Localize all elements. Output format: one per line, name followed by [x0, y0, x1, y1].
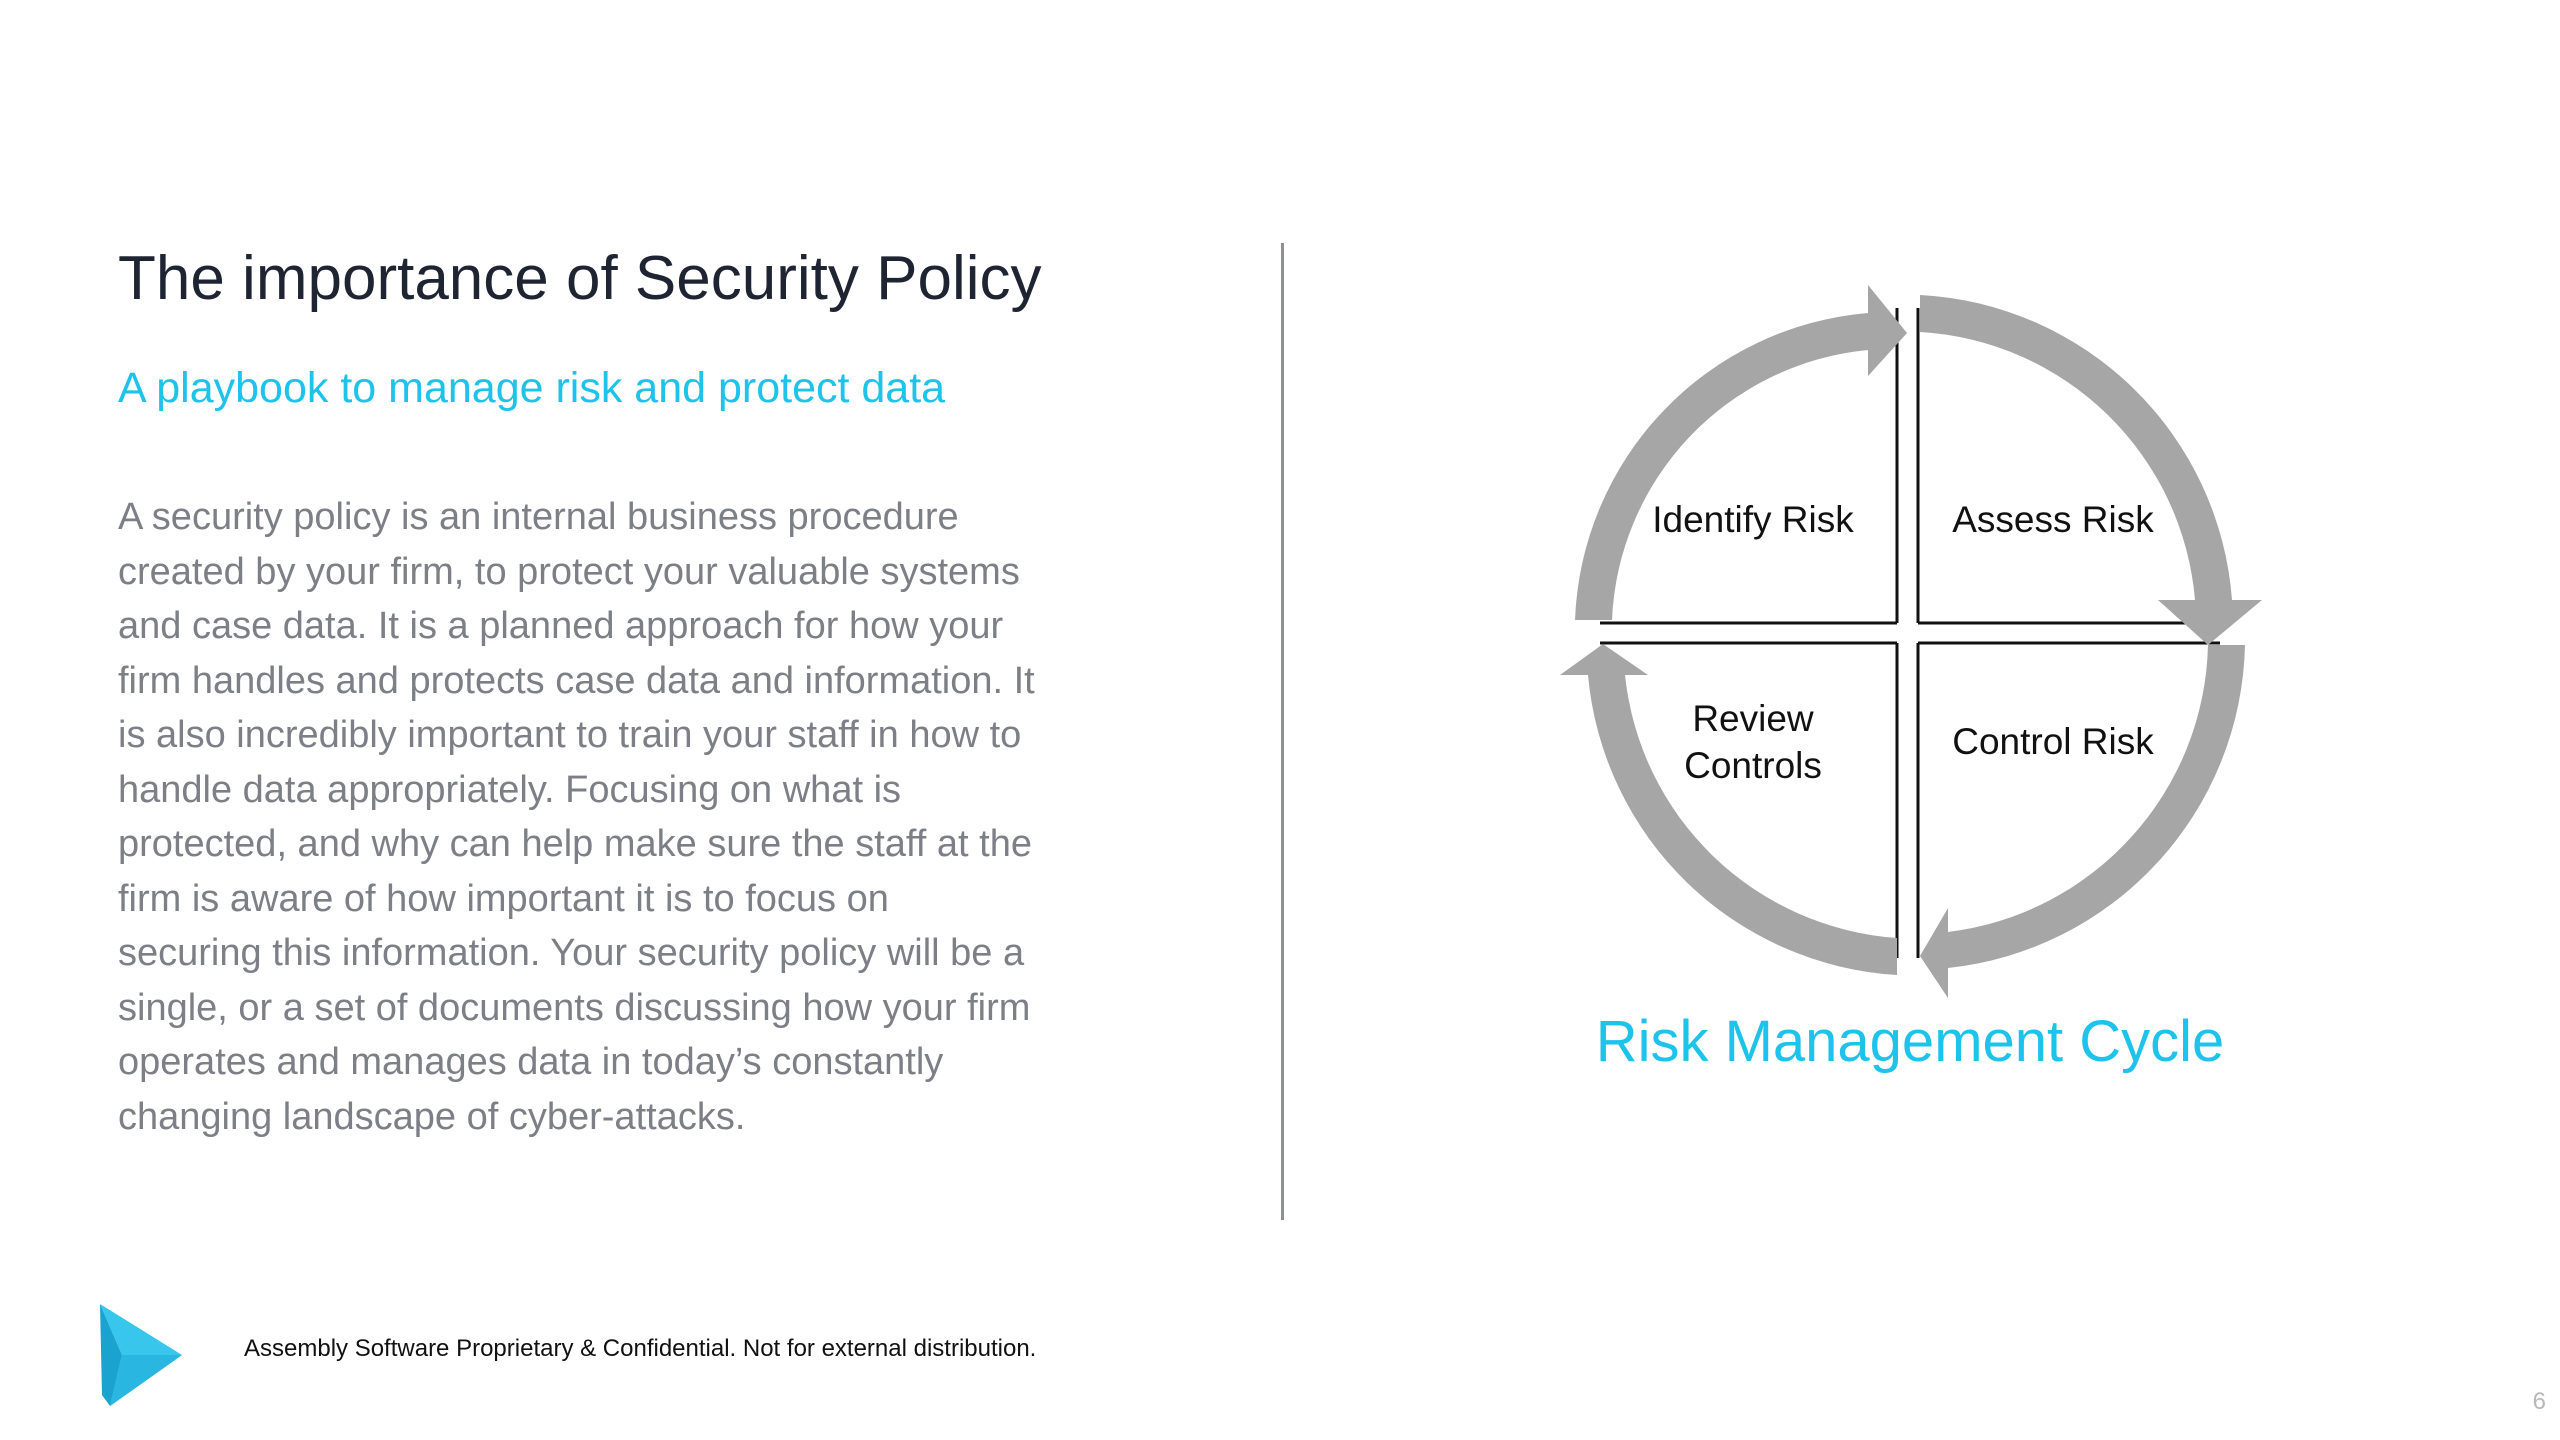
body-line: single, or a set of documents discussing how your firm	[118, 986, 1031, 1029]
risk-cycle-diagram	[1480, 240, 2340, 1020]
quadrant-label-review-controls: Review	[1692, 698, 1814, 739]
arrow-review-to-identify	[1560, 644, 1897, 975]
body-line: securing this information. Your security policy will be a	[118, 932, 1025, 974]
quadrant-label-assess-risk: Assess Risk	[1952, 499, 2154, 540]
body-line: protected, and why can help make sure the staff at the	[118, 823, 1032, 865]
slide-title: The importance of Security Policy	[118, 244, 1042, 313]
arrow-control-to-review	[1920, 645, 2245, 998]
body-line: firm handles and protects case data and information. It	[118, 659, 1035, 702]
quadrant-label-identify-risk: Identify Risk	[1652, 499, 1854, 540]
body-line: handle data appropriately. Focusing on what is	[118, 768, 902, 811]
quadrant-label-control-risk: Control Risk	[1952, 721, 2154, 762]
arrow-identify-to-assess	[1575, 285, 1907, 620]
page-number: 6	[2532, 1388, 2546, 1415]
arrow-assess-to-control	[1920, 295, 2262, 645]
vertical-divider	[1281, 243, 1284, 1220]
body-line: is also incredibly important to train your staff in how to	[118, 714, 1022, 756]
slide-subtitle: A playbook to manage risk and protect data	[118, 364, 946, 412]
body-line: and case data. It is a planned approach for how your	[118, 605, 1004, 647]
assembly-play-logo-icon	[96, 1300, 186, 1410]
body-paragraph	[118, 490, 1098, 1144]
quadrant-label-review-controls: Controls	[1684, 745, 1822, 786]
confidentiality-notice: Assembly Software Proprietary & Confidential. Not for external distribution.	[244, 1335, 1037, 1362]
diagram-caption: Risk Management Cycle	[1595, 1009, 2225, 1074]
body-line: operates and manages data in today’s constantly	[118, 1041, 944, 1083]
body-line: firm is aware of how important it is to focus on	[118, 877, 889, 920]
body-line: A security policy is an internal business procedure	[118, 496, 959, 538]
body-line: changing landscape of cyber-attacks.	[118, 1095, 746, 1138]
body-line: created by your firm, to protect your valuable systems	[118, 550, 1020, 593]
